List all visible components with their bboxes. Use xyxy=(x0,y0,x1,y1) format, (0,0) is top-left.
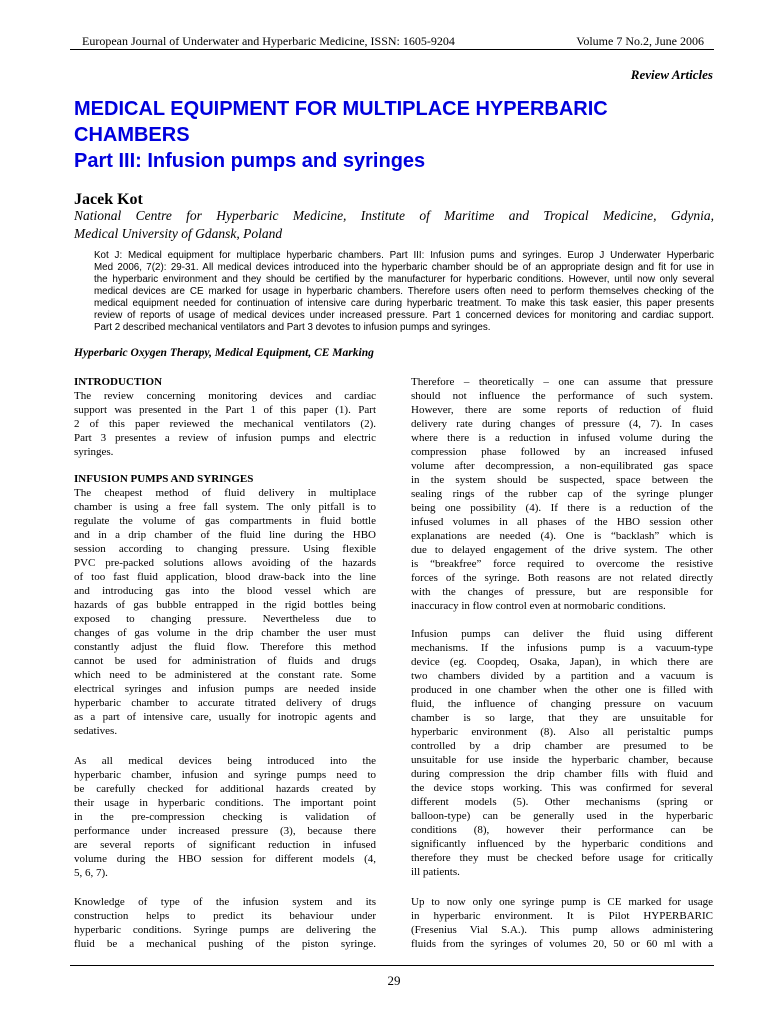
body-line: 5, 6, 7). xyxy=(74,867,108,879)
body-line: should not influence the performance of such system. xyxy=(411,390,713,402)
body-line: Knowledge of type of the infusion system and its xyxy=(74,896,376,908)
body-line: Up to now only one syringe pump is CE marked for usage xyxy=(411,896,713,908)
body-line: sedatives. xyxy=(74,725,118,737)
body-line: during compression the drip chamber fills with fluid and xyxy=(411,768,713,780)
body-line: in hyperbaric environment. It is Pilot HYPERBARIC xyxy=(411,910,713,922)
abstract-line: review of reports of usage of medical devices under increased pressure. Part 1 concerned devices for monitoring and cardiac support. xyxy=(94,310,714,321)
abstract-line: medical devices are CE marked for usage in hyperbaric chambers. Therefore users often need to perform themselves checking of the xyxy=(94,286,714,297)
body-line: and introducing gas into the blood vessel which are xyxy=(74,585,376,597)
body-line: electrical syringes and infusion pumps are needed inside xyxy=(74,683,376,695)
body-line: fluids from the syringes of volumes 20, 50 or 60 ml with a xyxy=(411,938,713,950)
body-line: construction helps to predict its behaviour under xyxy=(74,910,376,922)
body-line: the device stops working. This was confirmed for several xyxy=(411,782,713,794)
affiliation-line: Medical University of Gdansk, Poland xyxy=(74,226,283,241)
body-line: as a part of intensive care, usually for inotropic agents and xyxy=(74,711,376,723)
body-line: volume during the HBO session for different models (4, xyxy=(74,853,376,865)
body-line: PVC pre-packed solutions allows avoiding of the hazards xyxy=(74,557,376,569)
volume-header: Volume 7 No.2, June 2006 xyxy=(576,34,704,48)
body-line: two chambers divided by a partition and a vacuum is xyxy=(411,670,713,682)
body-line: The review concerning monitoring devices and cardiac xyxy=(74,390,376,402)
body-line: ill patients. xyxy=(411,866,460,878)
body-line: chamber is so large, that they are unsuitable for xyxy=(411,712,713,724)
body-line: different models (5). Other mechanisms (spring or xyxy=(411,796,713,808)
section-heading-infusion-pumps: INFUSION PUMPS AND SYRINGES xyxy=(74,473,254,485)
body-line: Infusion pumps can deliver the fluid using different xyxy=(411,628,713,640)
body-line: be carefully checked for additional hazards created by xyxy=(74,783,376,795)
body-line: delivery rate during changes of pressure (4, 7). In cases xyxy=(411,418,713,430)
body-line: and in a drip chamber of the fluid line during the HBO xyxy=(74,529,376,541)
body-line: fluid be a mechanical pushing of the piston syringe. xyxy=(74,938,376,950)
body-line: device (eg. Coopdeq, Osaka, Japan), in which there are xyxy=(411,656,713,668)
body-line: performance under increased pressure (3), because there xyxy=(74,825,376,837)
body-line: which need to be administered at the constant rate. Some xyxy=(74,669,376,681)
body-line: hazards of gas bubble entrapped in the rigid bottles being xyxy=(74,599,376,611)
journal-header: European Journal of Underwater and Hyperbaric Medicine, ISSN: 1605-9204 xyxy=(82,34,455,48)
body-line: The cheapest method of fluid delivery in multiplace xyxy=(74,487,376,499)
body-line: 2 of this paper reviewed the mechanical ventilators (2). xyxy=(74,418,376,430)
body-line: are several reports of significant reduction in infused xyxy=(74,839,376,851)
abstract-line: the hyperbaric environment and they should be certified by the manufacturer for hyperbaric conditions. However, until now only several xyxy=(94,274,714,285)
body-line: controlled by a drip chamber are presumed to be xyxy=(411,740,713,752)
body-line: infused volumes in all phases of the HBO session other xyxy=(411,516,713,528)
body-line: syringes. xyxy=(74,446,114,458)
affiliation-line: National Centre for Hyperbaric Medicine, Institute of Maritime and Tropical Medicine, Gdynia, xyxy=(74,208,714,223)
body-line: sealing rings of the rubber cap of the syringe plunger xyxy=(411,488,713,500)
body-line: hyperbaric conditions. Syringe pumps are delivering the xyxy=(74,924,376,936)
body-line: changes of gas volume in the drip chamber the user must xyxy=(74,627,376,639)
body-line: unsuitable for use inside the hyperbaric chamber, because xyxy=(411,754,713,766)
body-line: of too fast fluid application, blood draw-back into the line xyxy=(74,571,376,583)
header-rule xyxy=(70,49,714,50)
body-line: volume after decompression, a non-equilibrated gas space xyxy=(411,460,713,472)
body-line: chamber is using a free fall system. The only pitfall is to xyxy=(74,501,376,513)
author-name: Jacek Kot xyxy=(74,191,143,208)
body-line: session according to changing pressure. Using flexible xyxy=(74,543,376,555)
page-number: 29 xyxy=(387,973,401,988)
title-line-2: CHAMBERS xyxy=(74,124,190,146)
body-line: constantly adjust the fluid flow. Therefore this method xyxy=(74,641,376,653)
body-line: As all medical devices being introduced into the xyxy=(74,755,376,767)
body-line: produced in one chamber when the other one is filled with xyxy=(411,684,713,696)
body-line: hyperbaric chamber, infusion and syringe pumps need to xyxy=(74,769,376,781)
body-line: fluid, the influence of changing pressure on vacuum xyxy=(411,698,713,710)
body-line: hyperbaric environment (8). Also all peristaltic pumps xyxy=(411,726,713,738)
body-line: in the pre-compression checking is validation of xyxy=(74,811,376,823)
body-line: Therefore – theoretically – one can assume that pressure xyxy=(411,376,713,388)
abstract-line: medical equipment needed for continuation of intensive care during hyperbaric treatment. To make this task easier, this paper presents xyxy=(94,298,714,309)
body-line: compression phase followed by an increased infused xyxy=(411,446,713,458)
body-line: exposed to changing pressure. Nevertheless due to xyxy=(74,613,376,625)
body-line: with the changes of pressure, but are responsible for xyxy=(411,586,713,598)
body-line: hyperbaric chamber to accurate titrated delivery of drugs xyxy=(74,697,376,709)
body-line: in the system should be suspected, space between the xyxy=(411,474,713,486)
section-heading-introduction: INTRODUCTION xyxy=(74,376,163,388)
body-line: conditions (8), however their performance can be xyxy=(411,824,713,836)
body-line: due to delayed engagement of the drive system. The other xyxy=(411,544,713,556)
body-line: explanations are needed (4). One is “backlash” which is xyxy=(411,530,713,542)
section-label: Review Articles xyxy=(630,67,713,82)
body-line: therefore they must be checked before usage for critically xyxy=(411,852,713,864)
abstract-line: Med 2006, 7(2): 29-31. All medical devices introduced into the hyperbaric chamber should be of an appropriate design and fit for use in xyxy=(94,262,714,273)
body-line: support was presented in the Part 1 of this paper (1). Part xyxy=(74,404,376,416)
body-line: However, there are some reports of reduction of fluid xyxy=(411,404,713,416)
body-line: balloon-type) can be generally used in the hyperbaric xyxy=(411,810,713,822)
body-line: Part 3 presentes a review of infusion pumps and electric xyxy=(74,432,376,444)
body-line: regulate the volume of gas compartments in fluid bottle xyxy=(74,515,376,527)
body-line: cannot be used for administration of fluids and drugs xyxy=(74,655,376,667)
body-line: mechanisms. If the infusions pump is a vacuum-type xyxy=(411,642,713,654)
body-line: forces of the syringe. Both reasons are not related directly xyxy=(411,572,713,584)
body-line: their usage in hyperbaric conditions. The important point xyxy=(74,797,376,809)
title-line-1: MEDICAL EQUIPMENT FOR MULTIPLACE HYPERBARIC xyxy=(74,98,608,120)
body-line: is “breakfree” force required to overcome the resistive xyxy=(411,558,713,570)
subtitle: Part III: Infusion pumps and syringes xyxy=(74,150,426,172)
body-line: where there is a reduction in infused volume during the xyxy=(411,432,713,444)
body-line: inaccuracy in flow control even at normobaric conditions. xyxy=(411,600,666,612)
body-line: significantly influenced by the hyperbaric conditions and xyxy=(411,838,713,850)
keywords: Hyperbaric Oxygen Therapy, Medical Equipment, CE Marking xyxy=(74,347,374,359)
footer-rule xyxy=(70,965,714,966)
abstract-line: Part 2 described mechanical ventilators and Part 3 devotes to infusion pumps and syringes. xyxy=(94,322,491,333)
body-line: (Fresenius Vial S.A.). This pump allows administering xyxy=(411,924,713,936)
abstract-line: Kot J: Medical equipment for multiplace hyperbaric chambers. Part III: Infusion pums and syringes. Europ J Underwater Hyperbaric xyxy=(94,250,714,261)
body-line: being one possibility (4). If there is a reduction of the xyxy=(411,502,713,514)
